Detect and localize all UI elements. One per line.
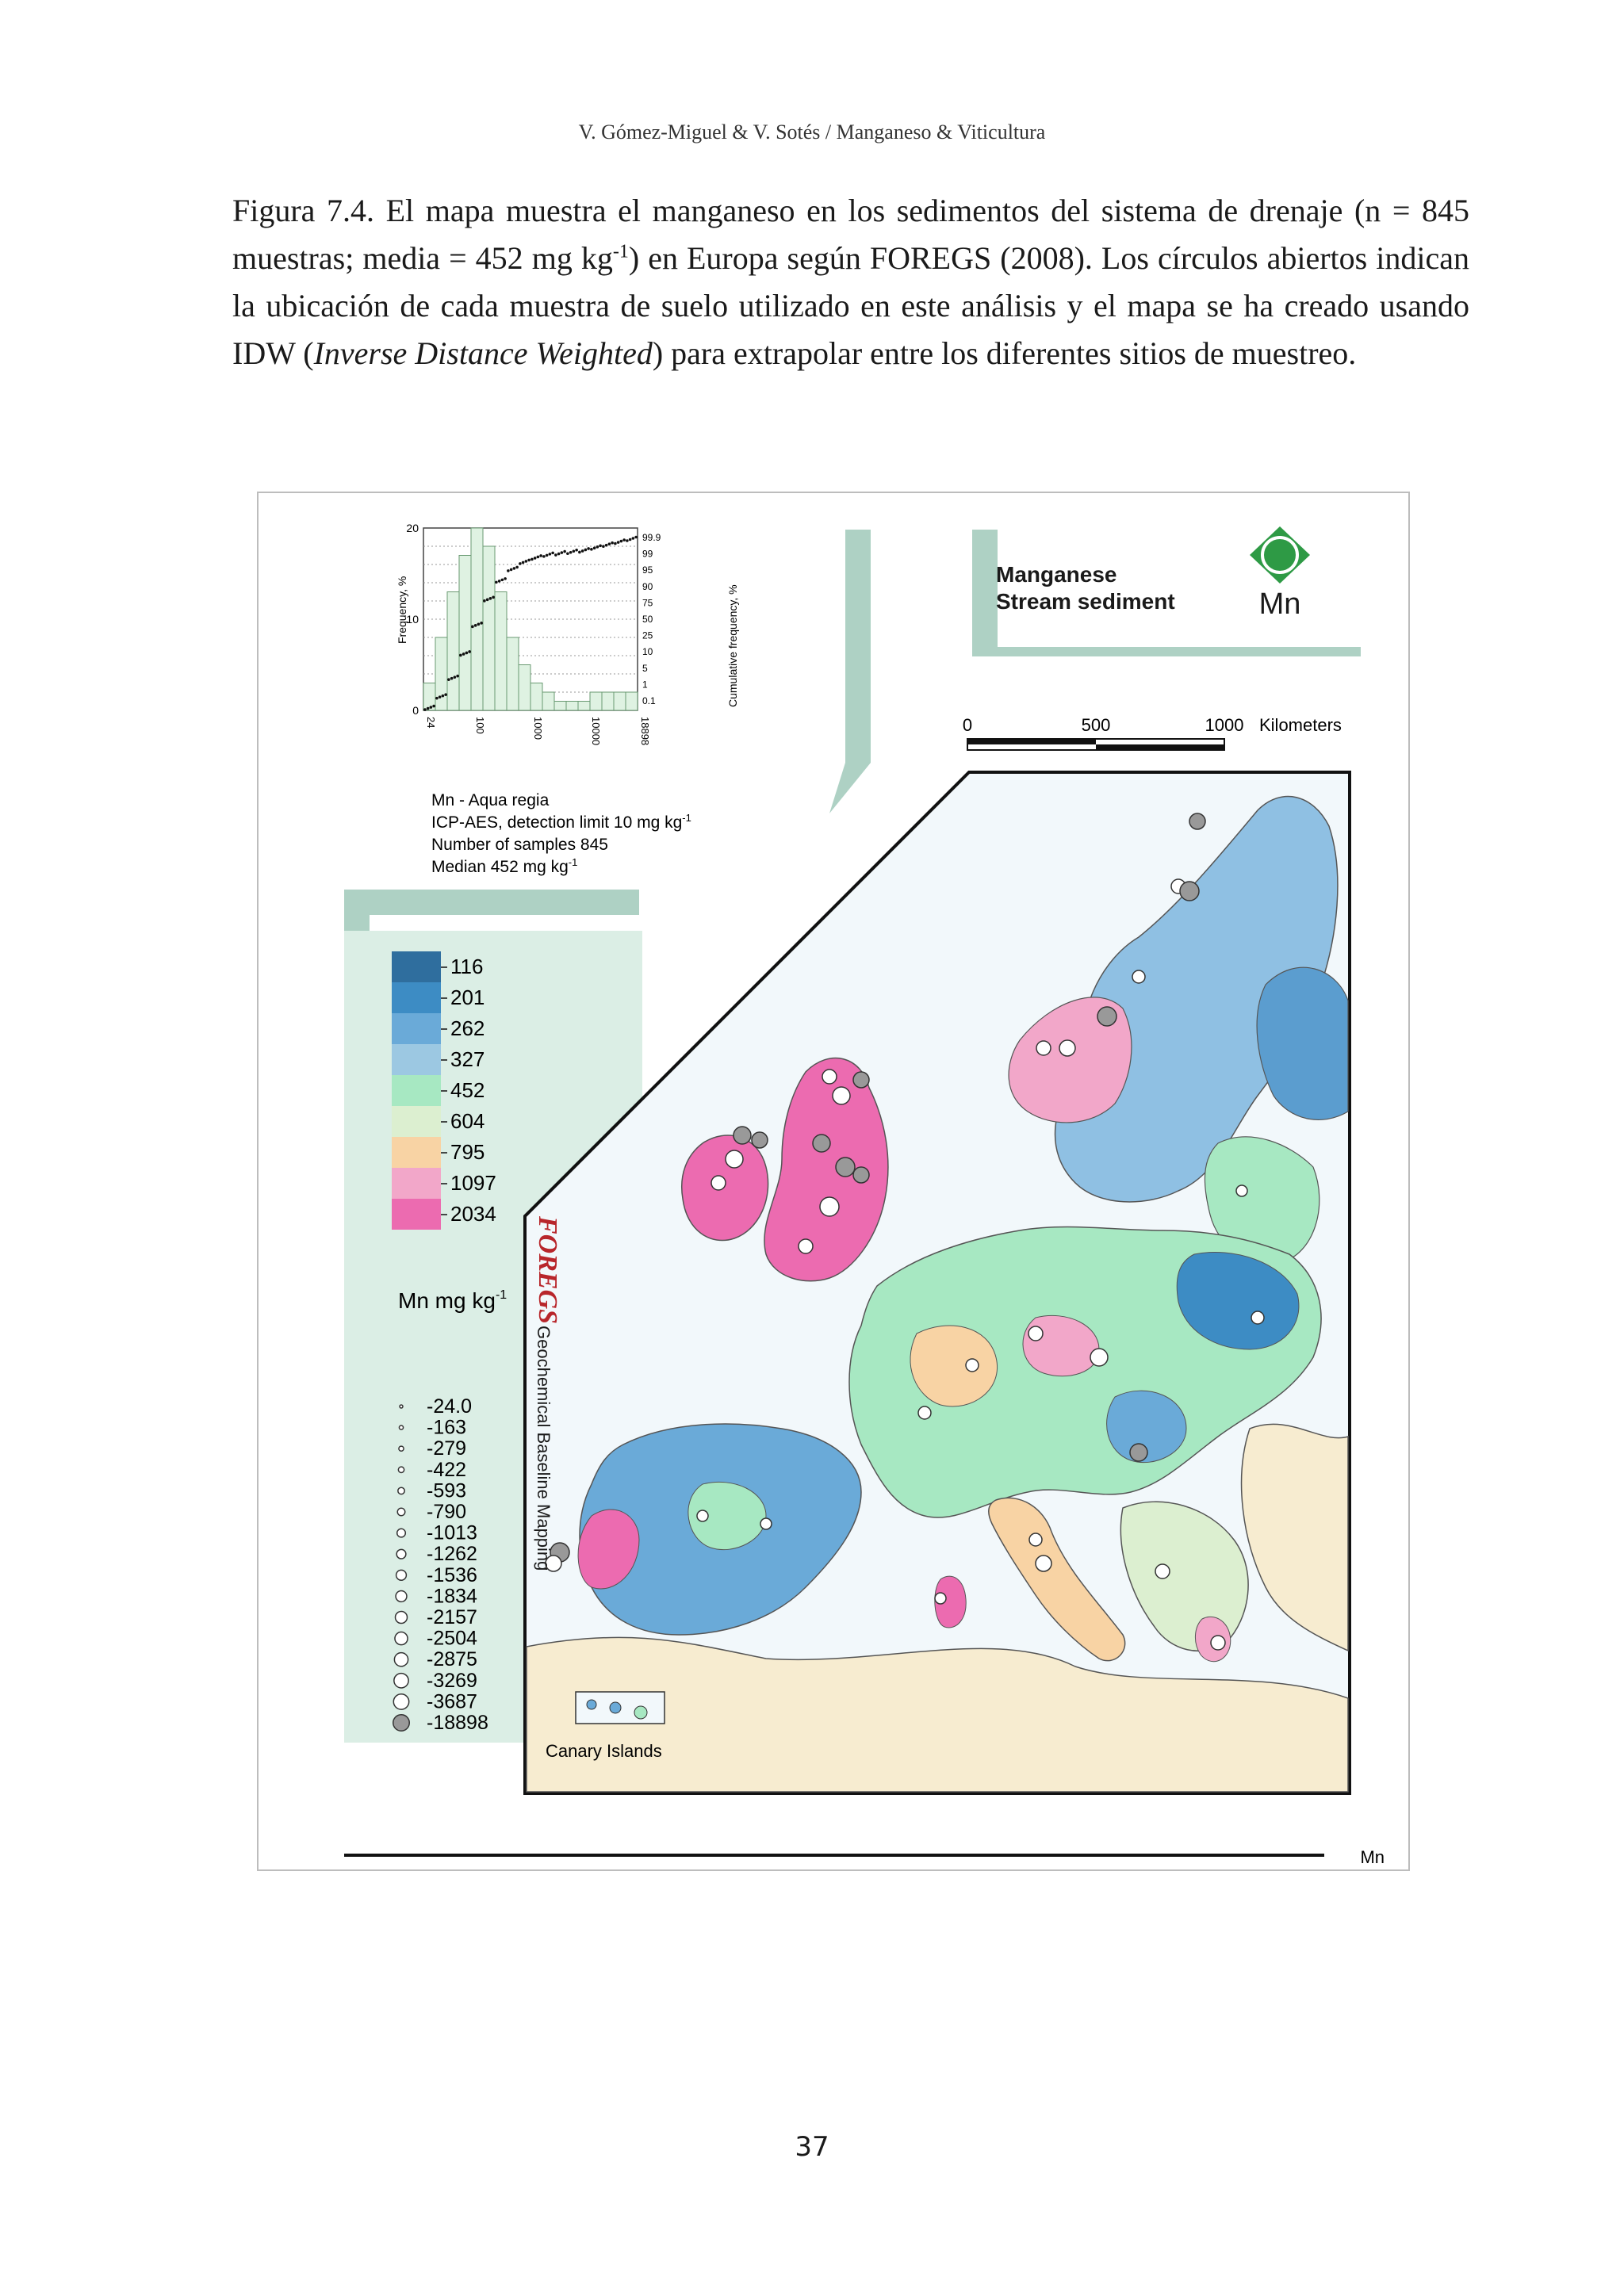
y2-tick-label: 90	[642, 580, 653, 592]
sample-size-symbol	[400, 1405, 403, 1408]
histogram-bar	[447, 592, 459, 711]
cumulative-point	[561, 551, 564, 554]
x-tick-label: 1000	[532, 717, 544, 740]
y2-tick-label: 10	[642, 646, 653, 658]
cumulative-point	[622, 538, 626, 541]
y2-tick-label: 99.9	[642, 532, 661, 543]
legend-swatch	[392, 1044, 441, 1075]
cumulative-point	[557, 553, 561, 556]
cumulative-point	[462, 652, 465, 656]
inset-label: Canary Islands	[546, 1741, 662, 1761]
footer-label: Mn	[1360, 1847, 1385, 1867]
cumulative-point	[423, 708, 427, 711]
histogram-bar	[507, 637, 519, 710]
y-tick-label: 10	[406, 613, 419, 626]
sample-size-symbol	[399, 1446, 404, 1451]
cumulative-point	[566, 552, 569, 555]
method-line-1: Mn - Aqua regia	[431, 791, 550, 809]
cumulative-point	[584, 549, 588, 552]
legend-label: 201	[450, 985, 485, 1009]
cumulative-point	[489, 597, 492, 600]
scale-tick-1000: 1000	[1205, 715, 1244, 735]
cumulative-point	[459, 654, 462, 657]
cumulative-point	[427, 707, 430, 710]
y2-tick-label: 95	[642, 564, 653, 576]
y2-tick-label: 0.1	[642, 695, 656, 706]
cumulative-point	[456, 675, 459, 678]
cumulative-point	[569, 551, 573, 554]
sample-size-symbol	[396, 1612, 408, 1624]
cumulative-point	[474, 624, 477, 627]
decor-panel	[972, 647, 1361, 656]
cumulative-point	[439, 695, 442, 698]
sample-size-symbol	[394, 1674, 408, 1688]
legend-swatch	[392, 951, 441, 982]
histogram-bar	[459, 556, 471, 711]
scale-tick-500: 500	[1081, 715, 1111, 735]
diamond-icon	[1250, 526, 1310, 584]
sample-size-symbol	[394, 1653, 408, 1667]
y-tick-label: 20	[406, 522, 419, 534]
decor-panel	[344, 890, 639, 915]
cumulative-point	[527, 559, 530, 562]
map-subtitle: Stream sediment	[996, 589, 1175, 614]
cumulative-point	[504, 577, 507, 580]
cumulative-point	[498, 580, 501, 583]
cumulative-point	[442, 695, 445, 698]
cumulative-point	[465, 652, 469, 655]
scale-bar	[963, 715, 1342, 750]
cumulative-point	[590, 548, 593, 551]
cumulative-point	[510, 568, 513, 572]
y2-tick-label: 1	[642, 679, 648, 691]
cumulative-point	[575, 549, 578, 552]
symbol-legend-label: -2504	[427, 1627, 477, 1650]
caption-text-1: Figura 7.4. El mapa muestra el manganeso en los sedimentos del sistema de drenaje (n = 845 muestras; media = 452 mg kg	[232, 193, 1469, 276]
histogram-bar	[542, 692, 554, 710]
cumulative-point	[513, 567, 516, 570]
cumulative-point	[578, 551, 581, 554]
symbol-legend-label: -1013	[427, 1521, 477, 1544]
legend-label: 1097	[450, 1171, 496, 1195]
cumulative-point	[447, 678, 450, 681]
cumulative-point	[608, 542, 611, 545]
cumulative-point	[486, 599, 489, 602]
cumulative-point	[507, 569, 510, 572]
symbol-legend-label: -1262	[427, 1543, 477, 1566]
cumulative-point	[599, 545, 602, 548]
legend-label: 327	[450, 1047, 485, 1071]
cumulative-point	[471, 626, 474, 629]
sample-size-symbol	[396, 1590, 407, 1601]
method-line-3: Number of samples 845	[431, 836, 608, 854]
cumulative-point	[573, 549, 576, 553]
cumulative-point	[626, 539, 629, 542]
caption-text-2: ) en Europa según FOREGS (2008). Los círculos abiertos indican la ubicación de cada muestra de suelo utilizado en este análisis y el mapa se ha creado usando IDW (	[232, 240, 1469, 371]
cumulative-point	[563, 550, 566, 553]
element-symbol-logo	[1250, 526, 1310, 621]
decor-panel	[845, 530, 871, 655]
scale-unit: Kilometers	[1259, 715, 1342, 735]
cumulative-point	[432, 705, 435, 708]
histogram-bar	[483, 546, 495, 710]
y2-tick-label: 5	[642, 662, 648, 674]
caption-text-3: ) para extrapolar entre los diferentes sitios de muestreo.	[652, 335, 1357, 371]
map-figure-svg	[259, 493, 1408, 1869]
legend-label: 116	[450, 955, 484, 978]
sample-size-symbol	[399, 1425, 403, 1429]
method-line-2: ICP-AES, detection limit 10 mg $kg^{-1}$	[431, 812, 691, 832]
legend-label: 452	[450, 1078, 485, 1102]
sample-size-symbol	[397, 1508, 405, 1516]
legend-swatch	[392, 982, 441, 1013]
cumulative-point	[546, 554, 549, 557]
histogram-y-label: Frequency, %	[396, 576, 408, 644]
cumulative-point	[605, 544, 608, 547]
caption-italic-term: Inverse Distance Weighted	[313, 335, 653, 371]
symbol-legend-label: -3269	[427, 1669, 477, 1692]
cumulative-point	[581, 549, 584, 553]
cumulative-point	[587, 547, 590, 550]
histogram-bar	[495, 592, 507, 711]
legend-swatch	[392, 1199, 441, 1230]
histogram-bar	[519, 665, 530, 711]
cumulative-point	[477, 623, 481, 626]
symbol-legend-label: -593	[427, 1479, 467, 1502]
legend-label: 604	[450, 1109, 485, 1133]
histogram-bar	[614, 692, 626, 710]
x-tick-label: 24	[425, 717, 437, 729]
foregs-logo: FOREGS	[533, 1216, 562, 1325]
cumulative-point	[530, 558, 534, 561]
symbol-legend-label: -18898	[427, 1712, 488, 1734]
cumulative-point	[450, 677, 454, 680]
caption-superscript: -1	[612, 241, 629, 262]
symbol-legend-label: -24.0	[427, 1395, 472, 1418]
histogram-y2-label: Cumulative frequency, %	[726, 584, 739, 707]
x-tick-label: 100	[474, 717, 487, 734]
sample-size-symbol	[397, 1529, 406, 1537]
cumulative-point	[492, 596, 495, 599]
histogram-bar	[602, 692, 614, 710]
cumulative-point	[501, 579, 504, 582]
cumulative-point	[495, 581, 498, 584]
cumulative-point	[629, 538, 632, 541]
cumulative-point	[593, 547, 596, 550]
x-tick-label: 18898	[639, 717, 651, 746]
histogram-bar	[471, 528, 483, 710]
cumulative-point	[554, 553, 557, 557]
cumulative-point	[620, 540, 623, 543]
cumulative-point	[515, 566, 519, 569]
cumulative-point	[522, 561, 525, 564]
foregs-subtitle: Geochemical Baseline Mapping	[534, 1326, 553, 1571]
sample-size-symbol	[398, 1487, 404, 1494]
sample-size-symbol	[395, 1632, 408, 1645]
cumulative-point	[539, 554, 542, 557]
cumulative-point	[430, 706, 433, 709]
histogram-bar	[530, 683, 542, 711]
histogram-bar	[626, 692, 638, 710]
cumulative-point	[480, 622, 483, 625]
symbol-legend-label: -1834	[427, 1585, 477, 1608]
y2-tick-label: 25	[642, 629, 653, 641]
symbol-legend-label: -279	[427, 1437, 467, 1460]
legend-swatch	[392, 1075, 441, 1106]
y2-tick-label: 50	[642, 614, 653, 625]
cumulative-point	[614, 542, 617, 545]
decor-panel	[344, 915, 370, 931]
page-number: 37	[795, 2131, 829, 2163]
cumulative-point	[519, 562, 522, 565]
decor-panel	[972, 530, 998, 647]
symbol-legend-label: -163	[427, 1416, 467, 1439]
y2-tick-label: 75	[642, 597, 653, 609]
figure-caption	[232, 187, 1469, 377]
histogram-bar	[554, 702, 566, 711]
symbol-legend-label: -790	[427, 1501, 467, 1523]
map-title: Manganese	[996, 562, 1117, 587]
legend-label: 262	[450, 1016, 485, 1040]
sample-size-symbol	[393, 1715, 410, 1732]
cumulative-point	[551, 552, 554, 555]
symbol-legend-label: -2157	[427, 1606, 477, 1628]
cumulative-point	[632, 537, 635, 540]
cumulative-point	[454, 675, 457, 679]
cumulative-point	[534, 557, 537, 560]
cumulative-point	[542, 555, 546, 558]
method-line-4: Median 452 mg $kg^{-1}$	[431, 856, 578, 876]
legend-label: 795	[450, 1140, 485, 1164]
symbol-legend-label: -3687	[427, 1690, 477, 1713]
cumulative-point	[634, 536, 638, 539]
cumulative-point	[483, 599, 486, 603]
histogram-bar	[566, 702, 578, 711]
element-symbol: Mn	[1258, 587, 1301, 621]
legend-label: 2034	[450, 1202, 496, 1226]
symbol-legend-label: -422	[427, 1458, 467, 1481]
cumulative-point	[468, 650, 471, 653]
symbol-legend-label: -1536	[427, 1563, 477, 1586]
sample-size-symbol	[393, 1694, 408, 1709]
sample-size-symbol	[396, 1549, 406, 1559]
y2-tick-label: 99	[642, 548, 653, 560]
cumulative-point	[525, 560, 528, 563]
legend-swatch	[392, 1013, 441, 1044]
sample-size-symbol	[398, 1467, 404, 1472]
y-tick-label: 0	[412, 704, 419, 717]
frequency-histogram	[396, 522, 739, 745]
cumulative-point	[444, 693, 447, 696]
legend-swatch	[392, 1168, 441, 1199]
symbol-legend-label: -2875	[427, 1648, 477, 1671]
decor-panel	[829, 649, 871, 813]
footer-rule	[344, 1854, 1324, 1857]
cumulative-point	[537, 556, 540, 559]
histogram-bar	[578, 702, 590, 711]
x-tick-label: 10000	[589, 717, 602, 746]
cumulative-point	[611, 541, 614, 545]
cumulative-point	[602, 545, 605, 548]
legend-unit: Mn mg $kg^{-1}$	[398, 1288, 508, 1313]
manganese-map-figure	[257, 492, 1410, 1871]
legend-swatch	[392, 1106, 441, 1137]
legend-swatch	[392, 1137, 441, 1168]
running-header: V. Gómez-Miguel & V. Sotés / Manganeso & Viticultura	[578, 121, 1046, 144]
cumulative-point	[435, 697, 439, 700]
cumulative-point	[617, 541, 620, 544]
sample-size-symbol	[396, 1570, 407, 1580]
histogram-bar	[590, 692, 602, 710]
cumulative-point	[596, 545, 599, 549]
scale-tick-0: 0	[962, 715, 973, 735]
cumulative-point	[549, 553, 552, 556]
